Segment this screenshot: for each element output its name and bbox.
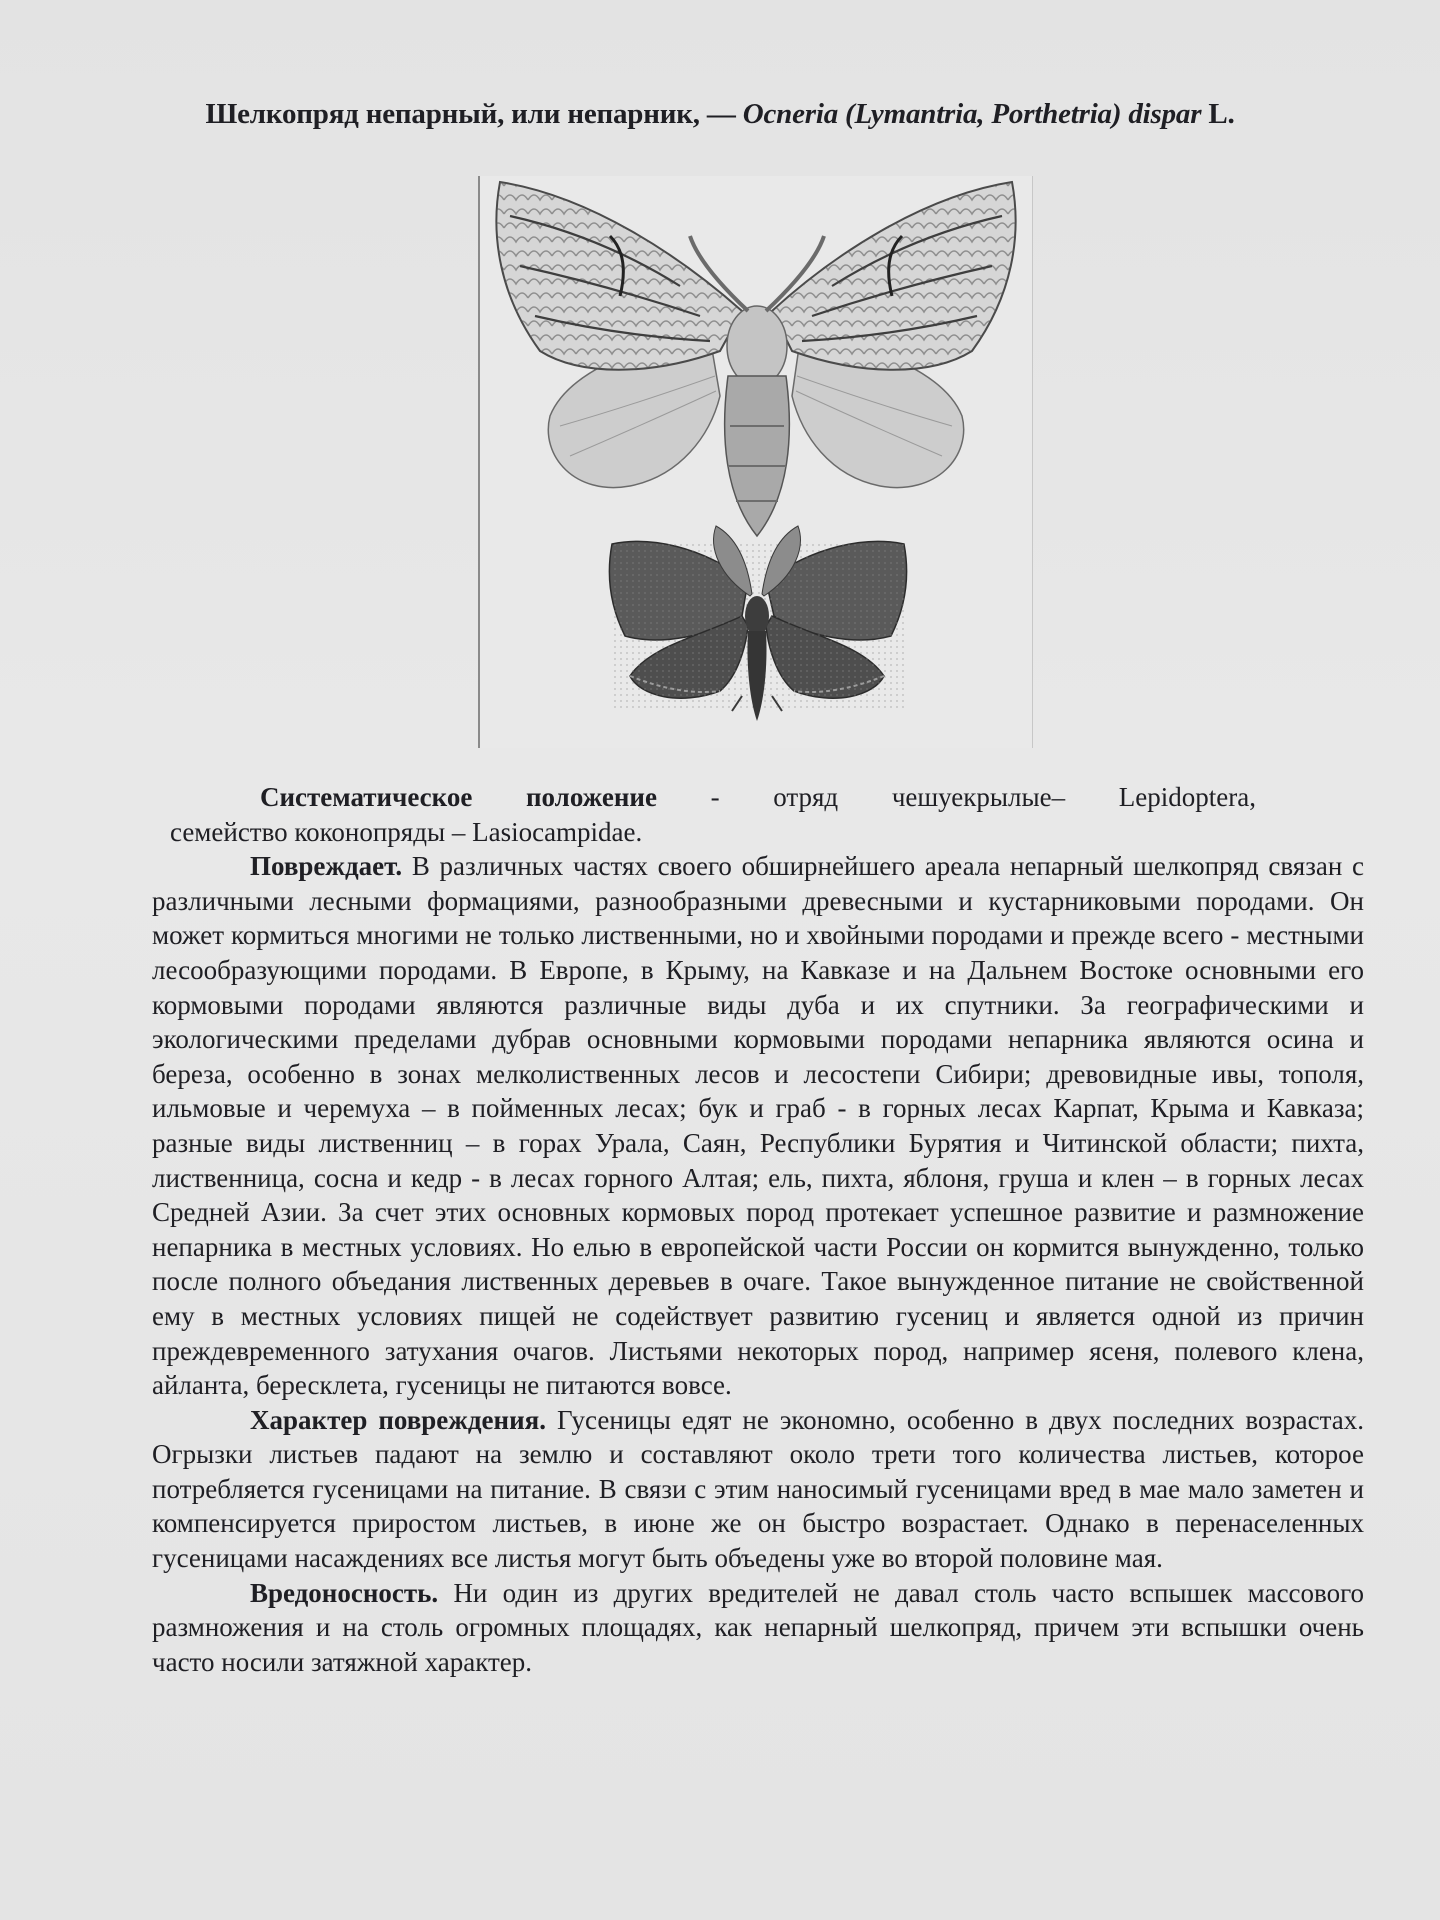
systematics-text-family: семейство коконопряды – Lasiocampidae. [170, 816, 643, 847]
male-moth [609, 526, 906, 721]
harmfulness-text: Ни один из других вредителей не давал столь часто вспышек массового размножения и на столь огромных площадях, как непарный шелкопряд, причем эти вспышки очень часто носили затяжной характер. [152, 1577, 1364, 1677]
damage-character-text: Гусеницы едят не экономно, особенно в двух последних возрастах. Огрызки листьев падают на землю и составляют около трети того количества листьев, которое потребляется гусеницами на питание. В связи с этим наносимый гусеницами вред в мае мало заметен и компенсируется приростом листьев, в июне же он быстро возрастает. Однако в перенаселенных гусеницами насаждениях все листья могут быть объедены уже во второй половине мая. [152, 1404, 1364, 1574]
female-thorax [727, 306, 787, 386]
female-moth [496, 182, 1015, 536]
systematics-text-order: - отряд чешуекрылые– Lepidoptera, [656, 782, 1256, 812]
moth-illustration [478, 176, 1033, 748]
document-body [152, 780, 1364, 1679]
paragraph-systematics-line2 [152, 815, 1364, 850]
title-latin-name: Ocneria (Lymantria, Porthetria) dispar [742, 98, 1202, 130]
title-author: L. [1208, 98, 1235, 130]
document-title [0, 98, 1440, 131]
moth-drawing [480, 176, 1032, 748]
paragraph-damages [152, 849, 1364, 1403]
paragraph-damage-character [152, 1403, 1364, 1576]
heading-damages: Повреждает. [250, 851, 403, 882]
heading-harmfulness: Вредоносность. [250, 1577, 439, 1608]
heading-systematics: Систематическое положение [260, 782, 657, 812]
paragraph-systematics [152, 780, 1364, 815]
paragraph-harmfulness [152, 1576, 1364, 1680]
damages-text: В различных частях своего обширнейшего ареала непарный шелкопряд связан с различными лесными формациями, разнообразными древесными и кустарниковыми породами. Он может кормиться многими не только лиственными, но и хвойными породами и прежде всего - местными лесообразующими породами. В Европе, в Крыму, на Кавказе и на Дальнем Востоке основными его кормовыми породами являются различные виды дуба и их спутники. За географическими и экологическими пределами дубрав основными кормовыми породами непарника являются осина и береза, особенно в зонах мелколиственных лесов и лесостепи Сибири; древовидные ивы, тополя, ильмовые и черемуха – в пойменных лесах; бук и граб - в горных лесах Карпат, Крыма и Кавказа; разные виды лиственниц – в горах Урала, Саян, Республики Бурятия и Читинской области; пихта, лиственница, сосна и кедр - в лесах горного Алтая; ель, пихта, яблоня, груша и клен – в горных лесах Средней Азии. За счет этих основных кормовых пород протекает успешное развитие и размножение непарника в местных условиях. Но елью в европейской части России он кормится вынужденно, только после полного объедания лиственных деревьев в очаге. Такое вынужденное питание не свойственной ему в местных условиях пищей не содействует развитию гусениц и является одной из причин преждевременного затухания очагов. Листьями некоторых пород, например ясеня, полевого клена, айланта, бересклета, гусеницы не питаются вовсе. [152, 851, 1364, 1401]
heading-damage-character: Характер повреждения. [250, 1404, 546, 1435]
title-cyrillic: Шелкопряд непарный, или непарник, — [205, 98, 736, 130]
female-abdomen [725, 376, 790, 536]
